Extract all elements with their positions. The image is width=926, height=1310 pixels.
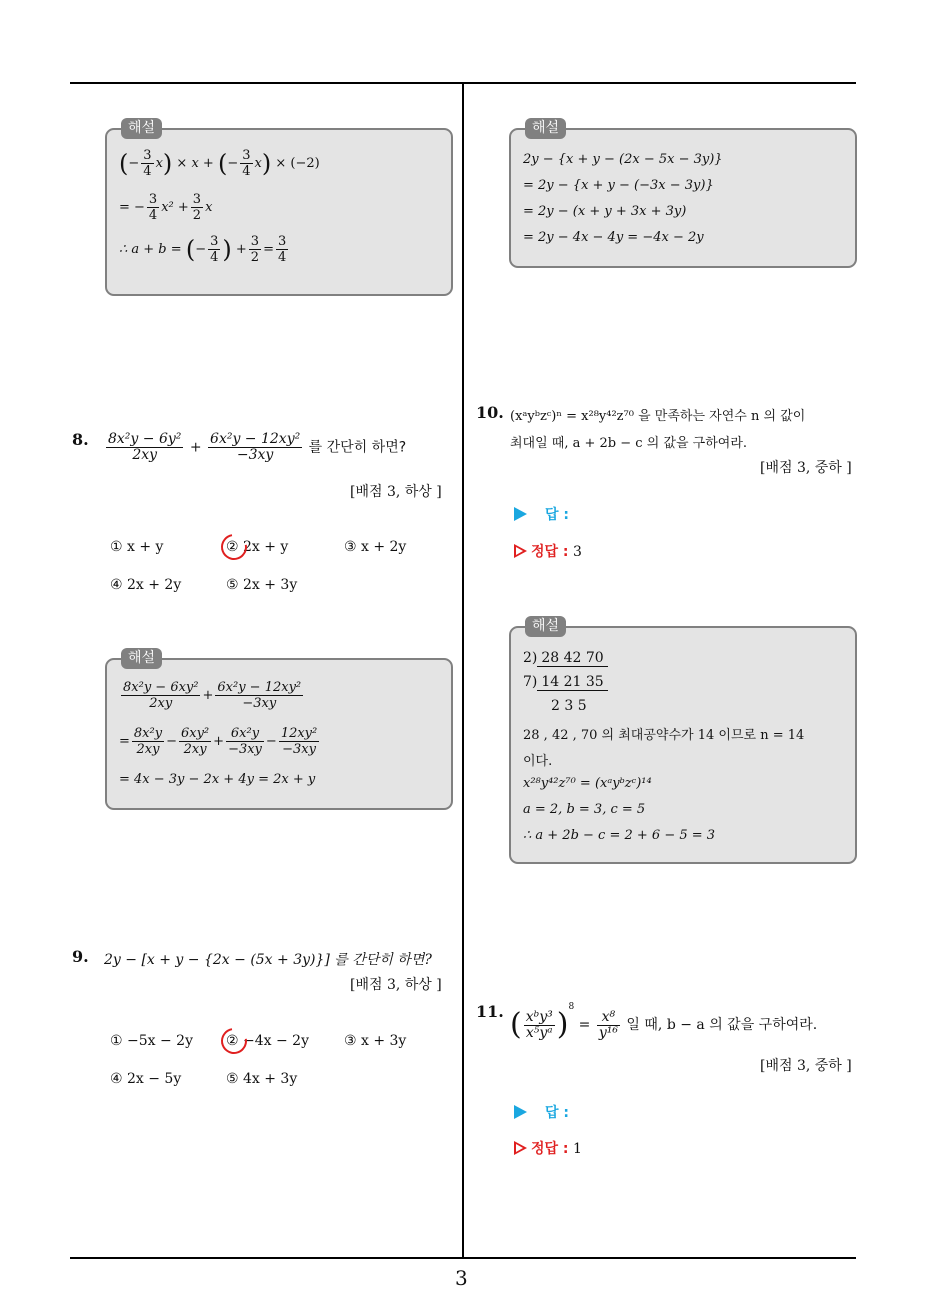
answer-label: 답 :	[545, 507, 569, 523]
solution-tag: 해설	[525, 118, 566, 139]
question-meta: [배점 3, 하상 ]	[350, 977, 442, 993]
answer-row	[514, 1102, 569, 1122]
solution-line: = 4x − 3y − 2x + 4y = 2x + y	[119, 772, 316, 787]
bottom-rule	[70, 1257, 856, 1259]
division-line-1: 2) 28 42 70	[523, 650, 608, 666]
question-number: 10.	[476, 403, 504, 422]
solution-line: ∴ a + b = (− $\frac{3}{4}$ ) + $\frac{3}{2}$ = $\frac{3}{4}$	[119, 234, 287, 265]
question-text: ( $\frac{\text{xᵇy³}}{\text{x⁵yᵃ}}$ )$^8$ = $\frac{\text{x⁸}}{\text{y¹⁶}}$ 일 때, b − a 의 값을 구하여라.	[510, 1002, 818, 1042]
choice-1[interactable]: ① x + y	[110, 539, 164, 555]
question-number: 8.	[72, 430, 89, 449]
choice-2[interactable]: ② 2x + y	[226, 539, 289, 555]
question-meta: [배점 3, 중하 ]	[760, 460, 852, 476]
play-triangle-icon	[514, 1105, 527, 1119]
answer-label: 답 :	[545, 1105, 569, 1121]
solution-tag: 해설	[121, 648, 162, 669]
solution-line: 28 , 42 , 70 의 최대공약수가 14 이므로 n = 14	[523, 728, 805, 743]
solution-line: = − $\frac{3}{4}$ x² + $\frac{3}{2}$ x	[119, 192, 213, 223]
page-number: 3	[455, 1266, 468, 1290]
solution-line: ∴ a + 2b − c = 2 + 6 − 5 = 3	[523, 828, 716, 843]
answer-mark-icon	[216, 529, 252, 565]
solution-line: a = 2, b = 3, c = 5	[523, 802, 646, 817]
correct-label: 정답 :	[531, 1141, 569, 1157]
choice-4[interactable]: ④ 2x + 2y	[110, 577, 182, 593]
column-divider	[462, 82, 464, 1258]
choice-5[interactable]: ⑤ 2x + 3y	[226, 577, 298, 593]
outline-triangle-icon	[514, 1141, 527, 1155]
solution-line: = 2y − {x + y − (−3x − 3y)}	[523, 178, 714, 193]
question-meta: [배점 3, 하상 ]	[350, 484, 442, 500]
question-number: 9.	[72, 947, 89, 966]
solution-tag: 해설	[121, 118, 162, 139]
play-triangle-icon	[514, 507, 527, 521]
solution-line: = 2y − 4x − 4y = −4x − 2y	[523, 230, 704, 245]
division-line-3: 2 3 5	[551, 698, 587, 714]
solution-box-10	[509, 618, 857, 864]
choice-4[interactable]: ④ 2x − 5y	[110, 1071, 182, 1087]
choice-3[interactable]: ③ x + 3y	[344, 1033, 407, 1049]
correct-row	[514, 1138, 582, 1158]
solution-line: x²⁸y⁴²z⁷⁰ = (xᵃyᵇzᶜ)¹⁴	[523, 776, 652, 791]
choice-1[interactable]: ① −5x − 2y	[110, 1033, 193, 1049]
question-text: 2y − [x + y − {2x − (5x + 3y)}] 를 간단히 하면?	[104, 952, 432, 968]
question-number: 11.	[476, 1002, 504, 1021]
question-text-line2: 최대일 때, a + 2b − c 의 값을 구하여라.	[510, 436, 748, 451]
correct-value: 1	[572, 1141, 582, 1157]
solution-line: (− $\frac{3}{4}$ x) × x + (− $\frac{3}{4}$ x) × (−2)	[119, 148, 320, 179]
choice-2[interactable]: ② −4x − 2y	[226, 1033, 309, 1049]
choice-5[interactable]: ⑤ 4x + 3y	[226, 1071, 298, 1087]
solution-line: $\frac{\text{8x²y − 6xy²}}{2xy}$ + $\frac{\text{6x²y − 12xy²}}{-3xy}$	[123, 680, 302, 711]
answer-row	[514, 504, 569, 524]
answer-mark-icon	[216, 1023, 252, 1059]
question-meta: [배점 3, 중하 ]	[760, 1058, 852, 1074]
question-text: $\frac{\text{8x²y − 6y²}}{2xy}$ + $\frac{\text{6x²y − 12xy²}}{-3xy}$ 를 간단히 하면?	[108, 431, 407, 463]
outline-triangle-icon	[514, 544, 527, 558]
division-line-2: 7) 14 21 35	[523, 674, 608, 690]
correct-value: 3	[572, 544, 582, 560]
solution-line: 이다.	[523, 754, 553, 769]
solution-tag: 해설	[525, 616, 566, 637]
solution-line: = 2y − (x + y + 3x + 3y)	[523, 204, 687, 219]
solution-box-top-right	[509, 120, 857, 268]
solution-line: = $\frac{\text{8x²y}}{2xy}$ − $\frac{\text{6xy²}}{2xy}$ + $\frac{\text{6x²y}}{-3xy}$ − $\frac{\text{12xy²}}{-3xy}$	[119, 726, 318, 757]
correct-row	[514, 541, 582, 561]
solution-box-8	[105, 650, 453, 810]
choice-3[interactable]: ③ x + 2y	[344, 539, 407, 555]
question-text-line1: (xᵃyᵇzᶜ)ⁿ = x²⁸y⁴²z⁷⁰ 을 만족하는 자연수 n 의 값이	[510, 409, 806, 424]
solution-box-7	[105, 120, 453, 296]
correct-label: 정답 :	[531, 544, 569, 560]
solution-line: 2y − {x + y − (2x − 5x − 3y)}	[523, 152, 723, 167]
